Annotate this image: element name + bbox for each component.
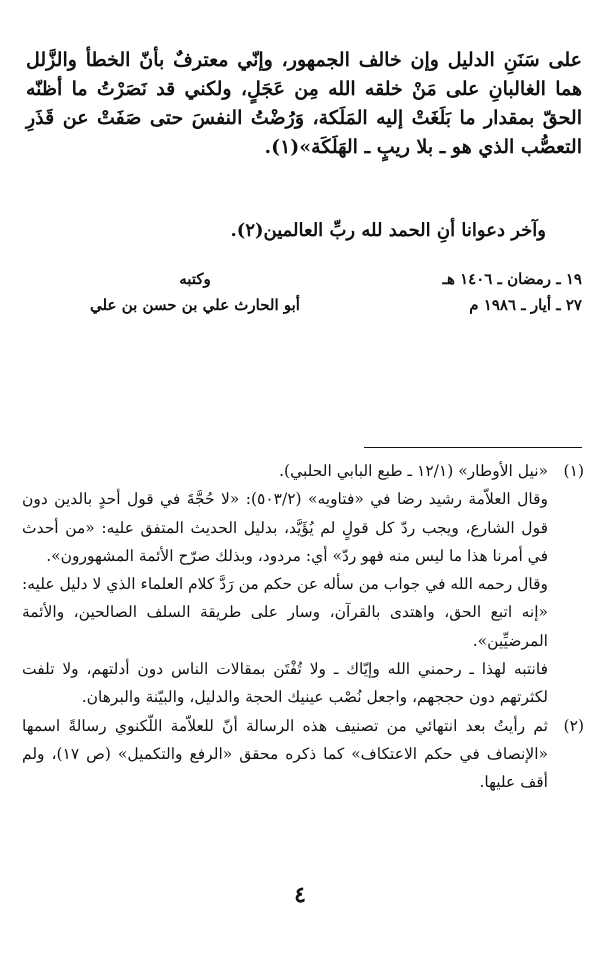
- footnote-paragraph: «نيل الأوطار» (١٢/١ ـ طبع البابي الحلبي).: [279, 462, 548, 480]
- footnote-divider: [364, 447, 582, 448]
- footnote-paragraph: فانتبه لهذا ـ رحمني الله وإيّاك ـ ولا تُفْتَن بمقالات الناس دون أدلتهم، ولا تلفت لكثرتهم دون حججهم، واجعل نُصْب عينيك الحجة والدليل، والبيّنة والبرهان.: [22, 660, 548, 707]
- date-hijri: ١٩ ـ رمضان ـ ١٤٠٦ هـ: [442, 270, 582, 288]
- wrote-label: وكتبه: [179, 270, 211, 288]
- closing-line: وآخر دعوانا أنِ الحمد لله ربِّ العالمين(٢).: [230, 220, 546, 241]
- footnote-paragraph: وقال رحمه الله في جواب من سأله عن حكم من رَدَّ كلام العلماء الذي لا دليل عليه: «إنه اتبع الحق، واهتدى بالقرآن، وسار على طريقة السلف الصالحين، والأئمة المرضيِّين».: [22, 575, 548, 650]
- signature-dates: [382, 266, 582, 318]
- author-name: أبو الحارث علي بن حسن بن علي: [90, 296, 300, 314]
- footnote-paragraph: ثم رأيتُ بعد انتهائي من تصنيف هذه الرسالة أنّ للعلاّمة اللّكنوي رسالةً اسمها «الإنصاف في حكم الاعتكاف» كما ذكره محقق «الرفع والتكميل» (ص ١٧)، ولم أقف عليها.: [22, 716, 548, 792]
- signature-block: [70, 266, 320, 318]
- footnote-number: (١): [563, 462, 584, 480]
- footnote-number: (٢): [563, 716, 584, 735]
- footnote-1: [22, 457, 584, 712]
- page-number: ٤: [294, 882, 306, 908]
- footnote-2: [22, 712, 584, 797]
- date-gregorian: ٢٧ ـ أيار ـ ١٩٨٦ م: [469, 296, 582, 314]
- footnotes: [22, 457, 584, 797]
- footnote-paragraph: وقال العلاّمة رشيد رضا في «فتاويه» (٥٠٣/٢): «لا حُجَّةَ في قول أحدٍ بالدين دون قول الشارع، ويجب ردّ كل قولٍ لم يُؤَيَّد، بدليل الحديث المتفق عليه: «من أحدث في أمرنا هذا ما ليس منه فهو ردّ» أي: مردود، وبذلك صرّح الأئمة المشهورون».: [22, 490, 548, 565]
- main-paragraph: على سَنَنِ الدليل وإن خالف الجمهور، وإنّي معترفٌ بأنّ الخطأ والزَّلل هما الغالبانِ على مَنْ خلقه الله مِن عَجَلٍ، ولكني قد نَصَرْتُ ما أظنّه الحقّ بمقدار ما بَلَغَتْ إليه المَلَكة، وَرُضْتُ النفسَ حتى صَفَتْ عن قَذَرِ التعصُّب الذي هو ـ بلا ريبٍ ـ الهَلَكَة»(١).: [26, 49, 582, 158]
- main-text: [26, 46, 582, 162]
